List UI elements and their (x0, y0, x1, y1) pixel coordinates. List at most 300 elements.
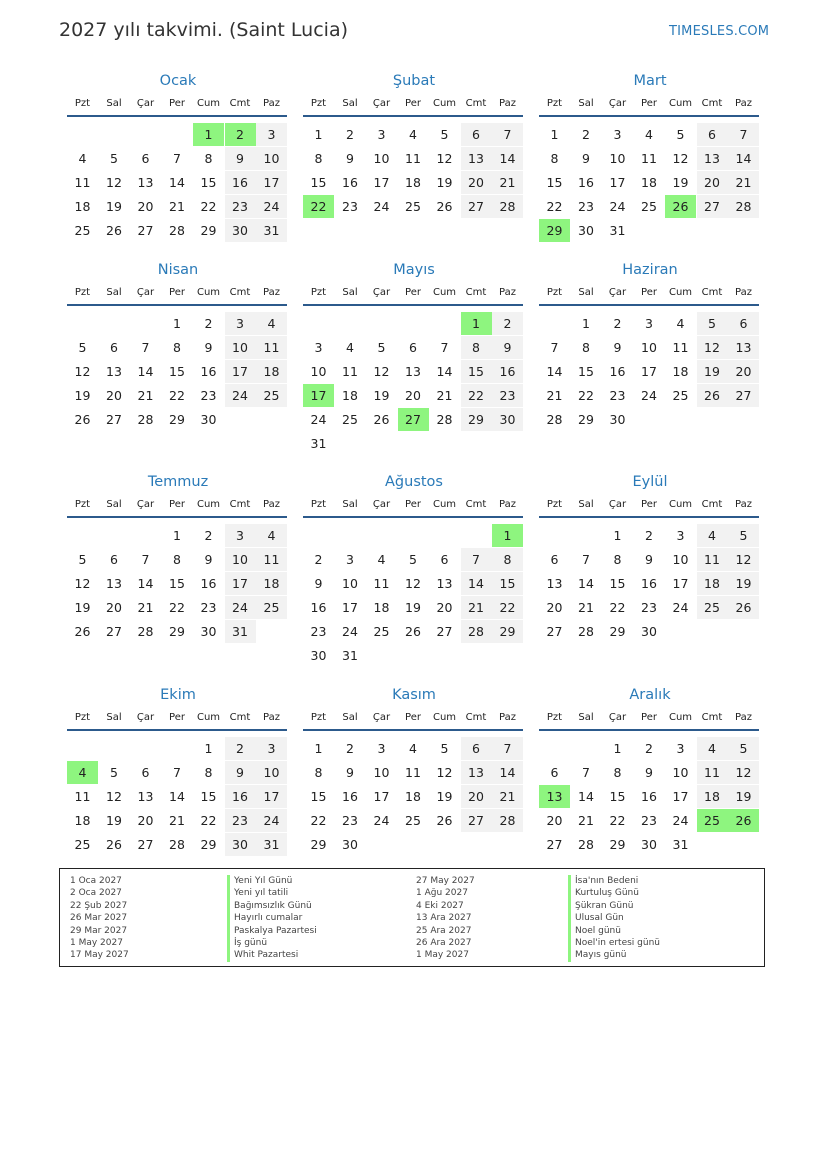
day-cell: 15 (546, 175, 563, 190)
day-cell: 29 (200, 837, 217, 852)
day-cell: 21 (492, 171, 523, 194)
day-cell: 9 (314, 576, 323, 591)
weekday-header: Paz (499, 499, 516, 510)
day-cell: 14 (436, 364, 453, 379)
day-cell: 25 (641, 199, 657, 214)
day-cell: 17 (373, 175, 390, 190)
day-cell: 3 (314, 340, 323, 355)
day-cell: 9 (204, 552, 213, 567)
weekday-header: Per (169, 287, 185, 298)
legend-date: 26 Ara 2027 (416, 937, 472, 948)
day-cell: 28 (137, 624, 154, 639)
weekday-header: Cum (432, 287, 457, 298)
day-cell: 21 (169, 813, 185, 828)
weekday-header: Cum (196, 712, 221, 723)
legend-holiday-name: Ulusal Gün (575, 913, 624, 924)
day-cell: 24 (342, 624, 358, 639)
day-cell: 13 (546, 576, 563, 591)
weekday-header: Cmt (229, 499, 251, 510)
weekday-header: Pzt (546, 98, 563, 109)
day-cell: 9 (225, 761, 256, 784)
day-cell: 16 (310, 600, 327, 615)
weekday-header: Paz (263, 499, 280, 510)
day-cell: 27 (461, 809, 492, 832)
day-cell: 9 (613, 340, 622, 355)
day-cell: 8 (461, 336, 492, 359)
day-cell: 9 (492, 336, 523, 359)
month-block (67, 474, 289, 664)
day-cell: 8 (204, 765, 213, 780)
day-cell: 21 (137, 600, 154, 615)
day-cell: 15 (461, 360, 492, 383)
day-cell: 3 (225, 312, 256, 335)
weekday-header: Pzt (74, 98, 91, 109)
day-cell: 24 (641, 388, 657, 403)
day-cell: 24 (256, 195, 287, 218)
day-cell: 24 (256, 809, 287, 832)
day-cell: 15 (578, 364, 594, 379)
day-cell: 29 (310, 837, 327, 852)
day-cell: 24 (310, 412, 327, 427)
day-cell: 18 (342, 388, 358, 403)
day-cell: 12 (728, 548, 759, 571)
day-cell: 7 (173, 765, 181, 780)
page-title: 2027 yılı takvimi. (Saint Lucia) (59, 19, 348, 41)
legend-holiday-name: Kurtuluş Günü (575, 888, 639, 899)
day-cell: 19 (697, 360, 728, 383)
day-cell: 13 (137, 789, 154, 804)
day-cell: 22 (609, 600, 626, 615)
weekday-header: Çar (608, 287, 627, 298)
weekday-header: Per (405, 287, 421, 298)
day-cell: 6 (440, 552, 449, 567)
day-cell: 21 (546, 388, 563, 403)
day-cell: 29 (578, 412, 594, 427)
day-cell: 18 (405, 789, 421, 804)
day-cell: 27 (546, 837, 563, 852)
holiday-day-cell: 17 (303, 384, 334, 407)
day-cell: 14 (728, 147, 759, 170)
day-cell: 2 (346, 741, 354, 756)
day-cell: 31 (256, 833, 287, 856)
legend-date: 27 May 2027 (416, 876, 475, 886)
day-cell: 11 (256, 336, 287, 359)
day-cell: 22 (200, 813, 217, 828)
day-cell: 8 (582, 340, 590, 355)
day-cell: 2 (314, 552, 323, 567)
day-cell: 18 (74, 813, 91, 828)
day-cell: 11 (342, 364, 358, 379)
day-cell: 27 (436, 624, 453, 639)
day-cell: 30 (641, 837, 657, 852)
day-cell: 11 (697, 761, 728, 784)
day-cell: 8 (204, 151, 213, 166)
weekday-header: Paz (263, 712, 280, 723)
day-cell: 12 (74, 576, 91, 591)
day-cell: 27 (461, 195, 492, 218)
day-cell: 12 (106, 789, 122, 804)
day-cell: 8 (550, 151, 559, 166)
weekday-header: Çar (136, 98, 155, 109)
day-cell: 13 (137, 175, 154, 190)
day-cell: 5 (440, 127, 449, 142)
day-cell: 12 (373, 364, 390, 379)
day-cell: 1 (314, 127, 323, 142)
holiday-day-cell: 26 (728, 809, 759, 832)
day-cell: 8 (314, 765, 323, 780)
day-cell: 2 (492, 312, 523, 335)
day-cell: 12 (74, 364, 91, 379)
day-cell: 2 (225, 737, 256, 760)
legend-holiday-name: Noel günü (575, 925, 621, 936)
legend-holiday-name: Paskalya Pazartesi (234, 925, 317, 936)
holiday-day-cell: 4 (67, 761, 98, 784)
day-cell: 29 (492, 620, 523, 643)
day-cell: 19 (728, 572, 759, 595)
holiday-day-cell: 1 (193, 123, 224, 146)
month-block (67, 73, 289, 263)
day-cell: 30 (200, 412, 217, 427)
month-name: Aralık (629, 687, 671, 703)
legend-date: 17 May 2027 (70, 950, 129, 961)
weekday-header: Cmt (229, 287, 251, 298)
month-name: Şubat (392, 73, 436, 89)
weekday-header: Cum (196, 499, 221, 510)
day-cell: 19 (74, 600, 91, 615)
weekday-header: Pzt (74, 712, 91, 723)
holiday-day-cell: 22 (303, 195, 334, 218)
day-cell: 9 (582, 151, 590, 166)
weekday-header: Sal (578, 287, 594, 298)
day-cell: 8 (492, 548, 523, 571)
weekday-header: Per (169, 499, 185, 510)
day-cell: 4 (377, 552, 386, 567)
day-cell: 23 (225, 809, 256, 832)
day-cell: 29 (169, 624, 185, 639)
day-cell: 25 (697, 596, 728, 619)
day-cell: 15 (609, 576, 626, 591)
day-cell: 17 (256, 171, 287, 194)
day-cell: 2 (613, 316, 622, 331)
day-cell: 6 (728, 312, 759, 335)
day-cell: 6 (110, 552, 118, 567)
day-cell: 23 (578, 199, 594, 214)
day-cell: 26 (405, 624, 421, 639)
day-cell: 12 (436, 765, 453, 780)
day-cell: 13 (405, 364, 421, 379)
day-cell: 15 (310, 789, 327, 804)
legend-holiday-name: Noel'in ertesi günü (575, 937, 660, 948)
day-cell: 16 (578, 175, 594, 190)
day-cell: 28 (728, 195, 759, 218)
weekday-header: Çar (372, 287, 391, 298)
legend-date: 22 Şub 2027 (70, 900, 128, 911)
day-cell: 22 (492, 596, 523, 619)
day-cell: 30 (578, 223, 594, 238)
month-block (67, 262, 289, 452)
day-cell: 2 (645, 741, 653, 756)
day-cell: 6 (550, 765, 559, 780)
weekday-header: Sal (106, 98, 122, 109)
day-cell: 6 (550, 552, 559, 567)
weekday-header: Çar (608, 98, 627, 109)
day-cell: 3 (613, 127, 622, 142)
weekday-header: Cmt (701, 712, 723, 723)
day-cell: 7 (440, 340, 449, 355)
day-cell: 24 (672, 600, 689, 615)
day-cell: 8 (613, 552, 622, 567)
day-cell: 10 (373, 151, 390, 166)
weekday-header: Cum (668, 287, 693, 298)
day-cell: 5 (377, 340, 386, 355)
day-cell: 26 (106, 837, 122, 852)
day-cell: 29 (200, 223, 217, 238)
weekday-header: Cmt (701, 499, 723, 510)
weekday-header: Cmt (465, 712, 487, 723)
day-cell: 22 (609, 813, 626, 828)
legend-names-right (568, 875, 660, 962)
day-cell: 13 (106, 364, 122, 379)
day-cell: 10 (256, 147, 287, 170)
day-cell: 16 (225, 785, 256, 808)
legend-holiday-name: Whit Pazartesi (234, 950, 299, 961)
day-cell: 18 (256, 572, 287, 595)
day-cell: 7 (461, 548, 492, 571)
day-cell: 6 (110, 340, 118, 355)
day-cell: 11 (405, 765, 421, 780)
day-cell: 31 (256, 219, 287, 242)
day-cell: 27 (697, 195, 728, 218)
day-cell: 24 (609, 199, 626, 214)
weekday-header: Paz (735, 712, 752, 723)
legend-date: 13 Ara 2027 (416, 913, 472, 924)
day-cell: 7 (728, 123, 759, 146)
header-rule (303, 115, 523, 117)
weekday-header: Cum (668, 98, 693, 109)
day-cell: 2 (582, 127, 590, 142)
day-cell: 4 (78, 151, 87, 166)
day-cell: 19 (405, 600, 421, 615)
weekday-header: Cmt (465, 98, 487, 109)
day-cell: 18 (641, 175, 657, 190)
day-cell: 15 (492, 572, 523, 595)
day-cell: 14 (578, 576, 594, 591)
day-cell: 6 (461, 737, 492, 760)
day-cell: 26 (697, 384, 728, 407)
day-cell: 28 (436, 412, 453, 427)
legend-holiday-name: Bağımsızlık Günü (234, 900, 312, 911)
day-cell: 28 (169, 223, 185, 238)
day-cell: 15 (200, 789, 217, 804)
day-cell: 20 (137, 199, 154, 214)
weekday-header: Paz (735, 499, 752, 510)
month-block (303, 687, 525, 877)
day-cell: 28 (169, 837, 185, 852)
weekday-header: Sal (106, 712, 122, 723)
legend-holiday-name: Yeni yıl tatili (234, 888, 289, 899)
day-cell: 10 (641, 340, 657, 355)
weekday-header: Sal (578, 712, 594, 723)
day-cell: 23 (310, 624, 327, 639)
day-cell: 12 (697, 336, 728, 359)
day-cell: 11 (641, 151, 657, 166)
month-name: Ocak (159, 73, 197, 89)
holiday-day-cell: 29 (539, 219, 570, 242)
month-name: Mart (633, 73, 667, 89)
day-cell: 17 (641, 364, 657, 379)
weekday-header: Çar (136, 287, 155, 298)
weekday-header: Per (641, 98, 657, 109)
weekday-header: Pzt (546, 287, 563, 298)
month-block (539, 474, 761, 664)
day-cell: 21 (436, 388, 453, 403)
month-name: Mayıs (393, 262, 435, 278)
weekday-header: Paz (735, 98, 752, 109)
day-cell: 22 (461, 384, 492, 407)
day-cell: 9 (346, 765, 354, 780)
day-cell: 1 (173, 316, 181, 331)
day-cell: 9 (225, 147, 256, 170)
day-cell: 21 (578, 813, 594, 828)
day-cell: 23 (641, 813, 657, 828)
day-cell: 28 (578, 624, 594, 639)
day-cell: 4 (697, 524, 728, 547)
day-cell: 11 (74, 175, 91, 190)
day-cell: 14 (169, 789, 185, 804)
weekday-header: Sal (342, 98, 358, 109)
holiday-day-cell: 1 (461, 312, 492, 335)
holiday-day-cell: 26 (665, 195, 696, 218)
day-cell: 20 (461, 785, 492, 808)
legend-date: 4 Eki 2027 (416, 900, 464, 911)
day-cell: 18 (697, 572, 728, 595)
day-cell: 31 (310, 436, 327, 451)
header-rule (303, 516, 523, 518)
day-cell: 25 (373, 624, 390, 639)
weekday-header: Sal (342, 712, 358, 723)
day-cell: 28 (546, 412, 563, 427)
day-cell: 5 (697, 312, 728, 335)
weekday-header: Pzt (546, 499, 563, 510)
day-cell: 29 (461, 408, 492, 431)
day-cell: 14 (492, 761, 523, 784)
weekday-header: Per (169, 712, 185, 723)
day-cell: 4 (409, 127, 417, 142)
day-cell: 30 (641, 624, 657, 639)
day-cell: 4 (256, 524, 287, 547)
day-cell: 23 (342, 813, 358, 828)
legend-names-left (227, 875, 317, 962)
weekday-header: Çar (608, 712, 627, 723)
header-rule (539, 516, 759, 518)
month-name: Eylül (632, 474, 668, 490)
day-cell: 26 (728, 596, 759, 619)
legend-holiday-name: Yeni Yıl Günü (234, 876, 293, 886)
day-cell: 13 (106, 576, 122, 591)
day-cell: 14 (578, 789, 594, 804)
day-cell: 18 (672, 364, 689, 379)
day-cell: 11 (405, 151, 421, 166)
day-cell: 5 (78, 340, 87, 355)
day-cell: 23 (609, 388, 626, 403)
legend-holiday-name: İş günü (234, 937, 268, 948)
day-cell: 16 (342, 789, 358, 804)
day-cell: 25 (74, 837, 91, 852)
day-cell: 16 (492, 360, 523, 383)
weekday-header: Cmt (229, 712, 251, 723)
day-cell: 20 (546, 813, 563, 828)
day-cell: 11 (697, 548, 728, 571)
header-rule (539, 115, 759, 117)
day-cell: 18 (256, 360, 287, 383)
weekday-header: Per (641, 287, 657, 298)
weekday-header: Per (405, 499, 421, 510)
day-cell: 30 (225, 219, 256, 242)
day-cell: 25 (672, 388, 689, 403)
header-rule (539, 304, 759, 306)
day-cell: 24 (225, 596, 256, 619)
weekday-header: Sal (578, 499, 594, 510)
month-name: Ağustos (385, 474, 443, 490)
day-cell: 4 (645, 127, 653, 142)
day-cell: 20 (697, 171, 728, 194)
day-cell: 23 (225, 195, 256, 218)
day-cell: 30 (342, 837, 358, 852)
weekday-header: Paz (263, 98, 280, 109)
brand-link[interactable]: TIMESLES.COM (669, 24, 770, 39)
day-cell: 20 (436, 600, 453, 615)
day-cell: 15 (310, 175, 327, 190)
legend-holiday-name: Hayırlı cumalar (234, 913, 303, 924)
day-cell: 24 (373, 813, 390, 828)
legend-date: 25 Ara 2027 (416, 925, 472, 936)
month-block (539, 262, 761, 452)
day-cell: 12 (106, 175, 122, 190)
header-rule (67, 729, 287, 731)
day-cell: 7 (173, 151, 181, 166)
day-cell: 4 (346, 340, 354, 355)
day-cell: 2 (204, 316, 213, 331)
day-cell: 21 (578, 600, 594, 615)
weekday-header: Cum (432, 499, 457, 510)
day-cell: 3 (346, 552, 354, 567)
legend-date: 29 Mar 2027 (70, 925, 128, 936)
day-cell: 21 (137, 388, 154, 403)
weekday-header: Paz (735, 287, 752, 298)
day-cell: 8 (173, 340, 181, 355)
day-cell: 15 (200, 175, 217, 190)
day-cell: 10 (609, 151, 626, 166)
weekday-header: Pzt (546, 712, 563, 723)
day-cell: 28 (461, 620, 492, 643)
header-rule (539, 729, 759, 731)
day-cell: 10 (672, 765, 689, 780)
legend-holiday-name: İsa'nın Bedeni (575, 876, 639, 886)
day-cell: 16 (641, 576, 657, 591)
weekday-header: Cum (432, 98, 457, 109)
weekday-header: Cmt (701, 98, 723, 109)
day-cell: 25 (405, 813, 421, 828)
day-cell: 23 (342, 199, 358, 214)
day-cell: 11 (74, 789, 91, 804)
day-cell: 10 (256, 761, 287, 784)
weekday-header: Cmt (465, 499, 487, 510)
weekday-header: Çar (372, 499, 391, 510)
day-cell: 30 (492, 408, 523, 431)
day-cell: 27 (137, 223, 154, 238)
day-cell: 19 (74, 388, 91, 403)
day-cell: 17 (225, 360, 256, 383)
